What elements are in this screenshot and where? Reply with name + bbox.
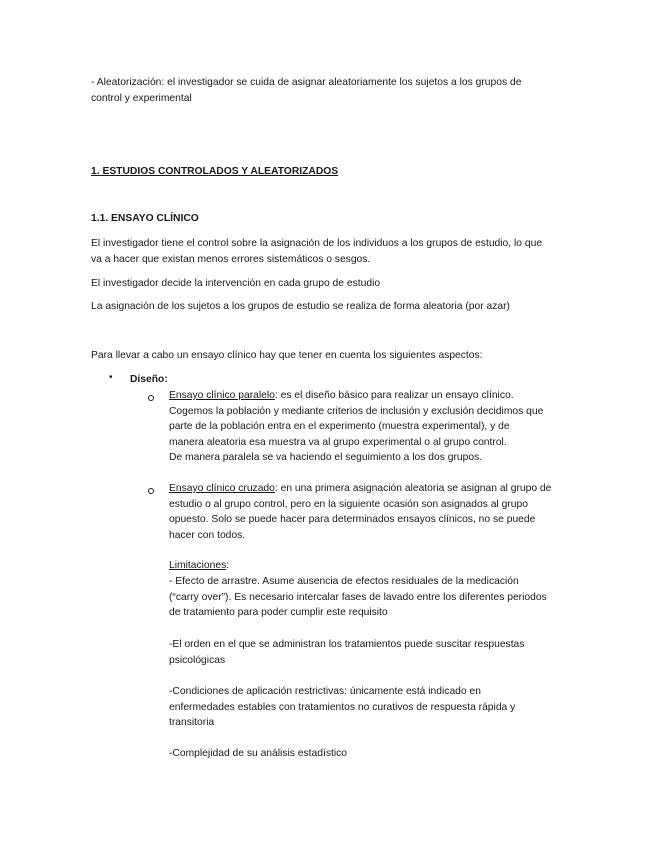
cruzado-paragraph [169,481,551,543]
paragraph-control [91,236,542,267]
bullet-icon: • [109,372,113,383]
cruzado-line: estudio o al grupo control, pero en la siguiente ocasión son asignados al grupo [169,498,528,510]
subsection-title: 1.1. ENSAYO CLÍNICO [91,213,199,224]
cruzado-line: : en una primera asignación aleatoria se asignan al grupo de [274,483,552,494]
limitation-line: -El orden en el que se administran los tratamientos puede suscitar respuestas [169,639,525,650]
paralelo-paragraph [169,388,543,466]
paralelo-first-line [169,388,543,404]
paralelo-line: Cogemos la población y mediante criterios de inclusión y exclusión decidimos que [169,405,544,417]
intro-line: - Aleatorización: el investigador se cuida de asignar aleatoriamente los sujetos a los grupos de [91,77,522,88]
paragraph-line: va a hacer que existan menos errores sistemáticos o sesgos. [91,253,371,265]
circle-bullet-icon [148,488,154,494]
cruzado-line: hacer con todos. [169,529,246,541]
limitation-line: -Condiciones de aplicación restrictivas: únicamente está indicado en [169,686,481,697]
limitation-line: enfermedades estables con tratamientos no curativos de respuesta rápida y [169,701,516,713]
limitation-line: (“carry over”). Es necesario intercalar fases de lavado entre los diferentes periodos [169,591,547,603]
paragraph-line: El investigador tiene el control sobre la asignación de los individuos a los grupos de estudio, lo que [91,238,543,249]
limitaciones-colon: : [226,560,230,571]
paralelo-title: Ensayo clínico paralelo [169,390,275,401]
limitaciones-title: Limitaciones [169,560,227,571]
cruzado-line: opuesto. Solo se puede hacer para determinados ensayos clínicos, no se puede [169,514,536,526]
cruzado-title: Ensayo clínico cruzado [169,483,275,494]
cruzado-first-line [169,481,551,497]
limitation-carry-over [169,574,547,621]
section-title: 1. ESTUDIOS CONTROLADOS Y ALEATORIZADOS [91,166,339,177]
limitation-line: transitoria [169,717,215,729]
paralelo-line: De manera paralela se va haciendo el seguimiento a los dos grupos. [169,452,483,464]
paragraph-assignment: La asignación de los sujetos a los grupos de estudio se realiza de forma aleatoria (por azar) [91,301,510,312]
limitation-order [169,637,524,668]
limitation-complexity: -Complejidad de su análisis estadístico [169,748,347,759]
limitation-conditions [169,684,515,731]
paralelo-line: parte de la población entra en el experimento (muestra experimental), y de [169,421,510,433]
paralelo-line: manera aleatoria esa muestra va al grupo experimental o al grupo control. [169,436,507,448]
limitation-line: psicológicas [169,654,226,666]
limitation-line: - Efecto de arrastre. Asume ausencia de efectos residuales de la medicación [169,576,519,587]
intro-line: control y experimental [91,92,192,104]
limitaciones-heading [169,558,229,574]
circle-bullet-icon [148,395,154,401]
limitation-line: de tratamiento para poder cumplir este requisito [169,607,388,619]
paragraph-intervention: El investigador decide la intervención en cada grupo de estudio [91,278,381,289]
list-item-label: Diseño: [130,374,168,385]
intro-paragraph [91,75,521,106]
paragraph-aspects: Para llevar a cabo un ensayo clínico hay que tener en cuenta los siguientes aspectos: [91,350,483,361]
paralelo-line: : es el diseño básico para realizar un ensayo clínico. [274,390,514,401]
